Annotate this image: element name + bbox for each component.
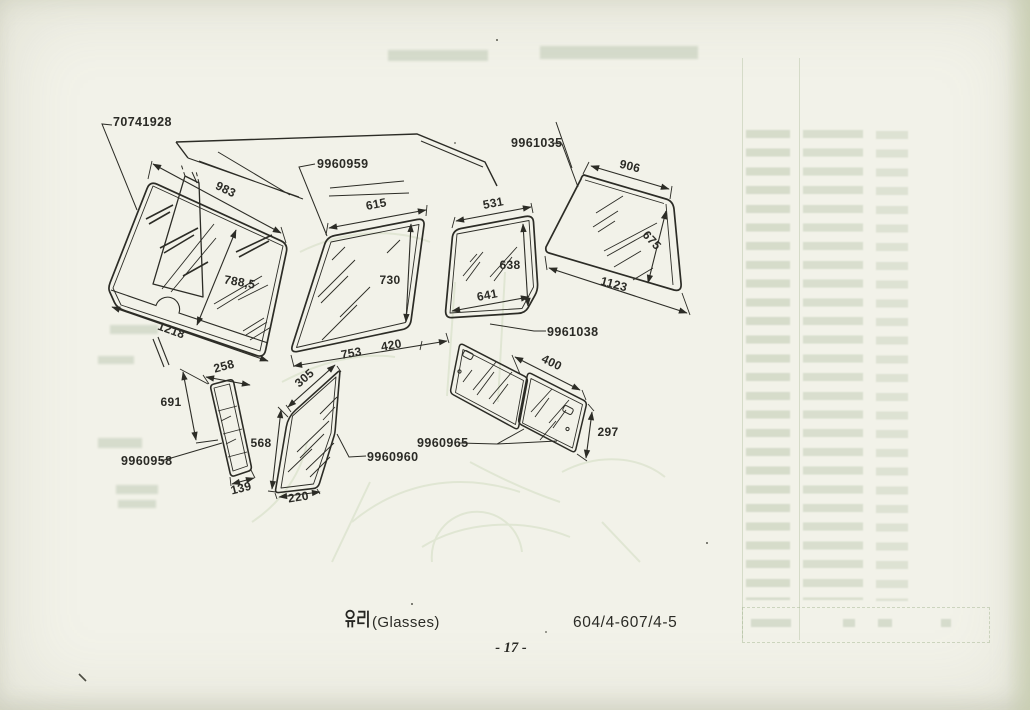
slider-hole xyxy=(566,427,569,430)
dim-slider-top: 400 xyxy=(539,351,565,374)
dim-rear-top: 906 xyxy=(618,156,642,176)
part-number-labels xyxy=(113,115,598,468)
dim-rearside-bottom: 641 xyxy=(475,286,499,304)
page-number: - 17 - xyxy=(495,640,527,656)
windshield-glass xyxy=(109,164,287,356)
dim-lower-bottom: 220 xyxy=(286,488,310,506)
part-label-sliding-window: 9960965 xyxy=(417,436,469,450)
dim-rearside-top: 531 xyxy=(481,194,505,212)
hangul-glasses-label xyxy=(345,611,368,628)
dim-door-bottom-ext: 420 xyxy=(379,336,403,354)
dim-rearside-right: 638 xyxy=(499,258,521,272)
part-label-corner-strip: 9960958 xyxy=(121,454,173,468)
dim-windshield-bottom: 1218 xyxy=(155,318,187,342)
part-label-door-glass: 9960959 xyxy=(317,157,369,171)
dim-door-top: 615 xyxy=(364,195,388,213)
caption-latin: (Glasses) xyxy=(372,614,440,631)
dim-door-right: 730 xyxy=(379,273,401,287)
sliding-window-glass-pair xyxy=(451,344,587,451)
dim-strip-left: 691 xyxy=(160,395,182,409)
footer xyxy=(345,611,677,656)
part-label-windshield: 70741928 xyxy=(113,115,172,129)
dim-lower-left: 568 xyxy=(250,436,272,450)
dim-strip-top: 258 xyxy=(212,356,236,376)
dim-door-bottom: 753 xyxy=(339,344,363,362)
dim-windshield-top: 983 xyxy=(213,178,239,201)
dim-strip-bottom: 139 xyxy=(229,478,253,498)
dim-rear-right: 675 xyxy=(639,227,665,253)
doc-code: 604/4-607/4-5 xyxy=(573,614,678,631)
part-label-rear-window: 9961035 xyxy=(511,136,563,150)
dim-slider-right: 297 xyxy=(597,425,619,439)
dim-windshield-diag: 788,5 xyxy=(222,272,257,292)
part-label-rear-side-glass: 9961038 xyxy=(547,325,599,339)
part-label-lower-door-glass: 9960960 xyxy=(367,450,419,464)
corner-strip-glass xyxy=(211,380,252,476)
dim-rear-bottom: 1123 xyxy=(599,273,630,295)
dim-lower-edge: 305 xyxy=(291,365,317,391)
slider-finger-slot xyxy=(462,350,474,360)
